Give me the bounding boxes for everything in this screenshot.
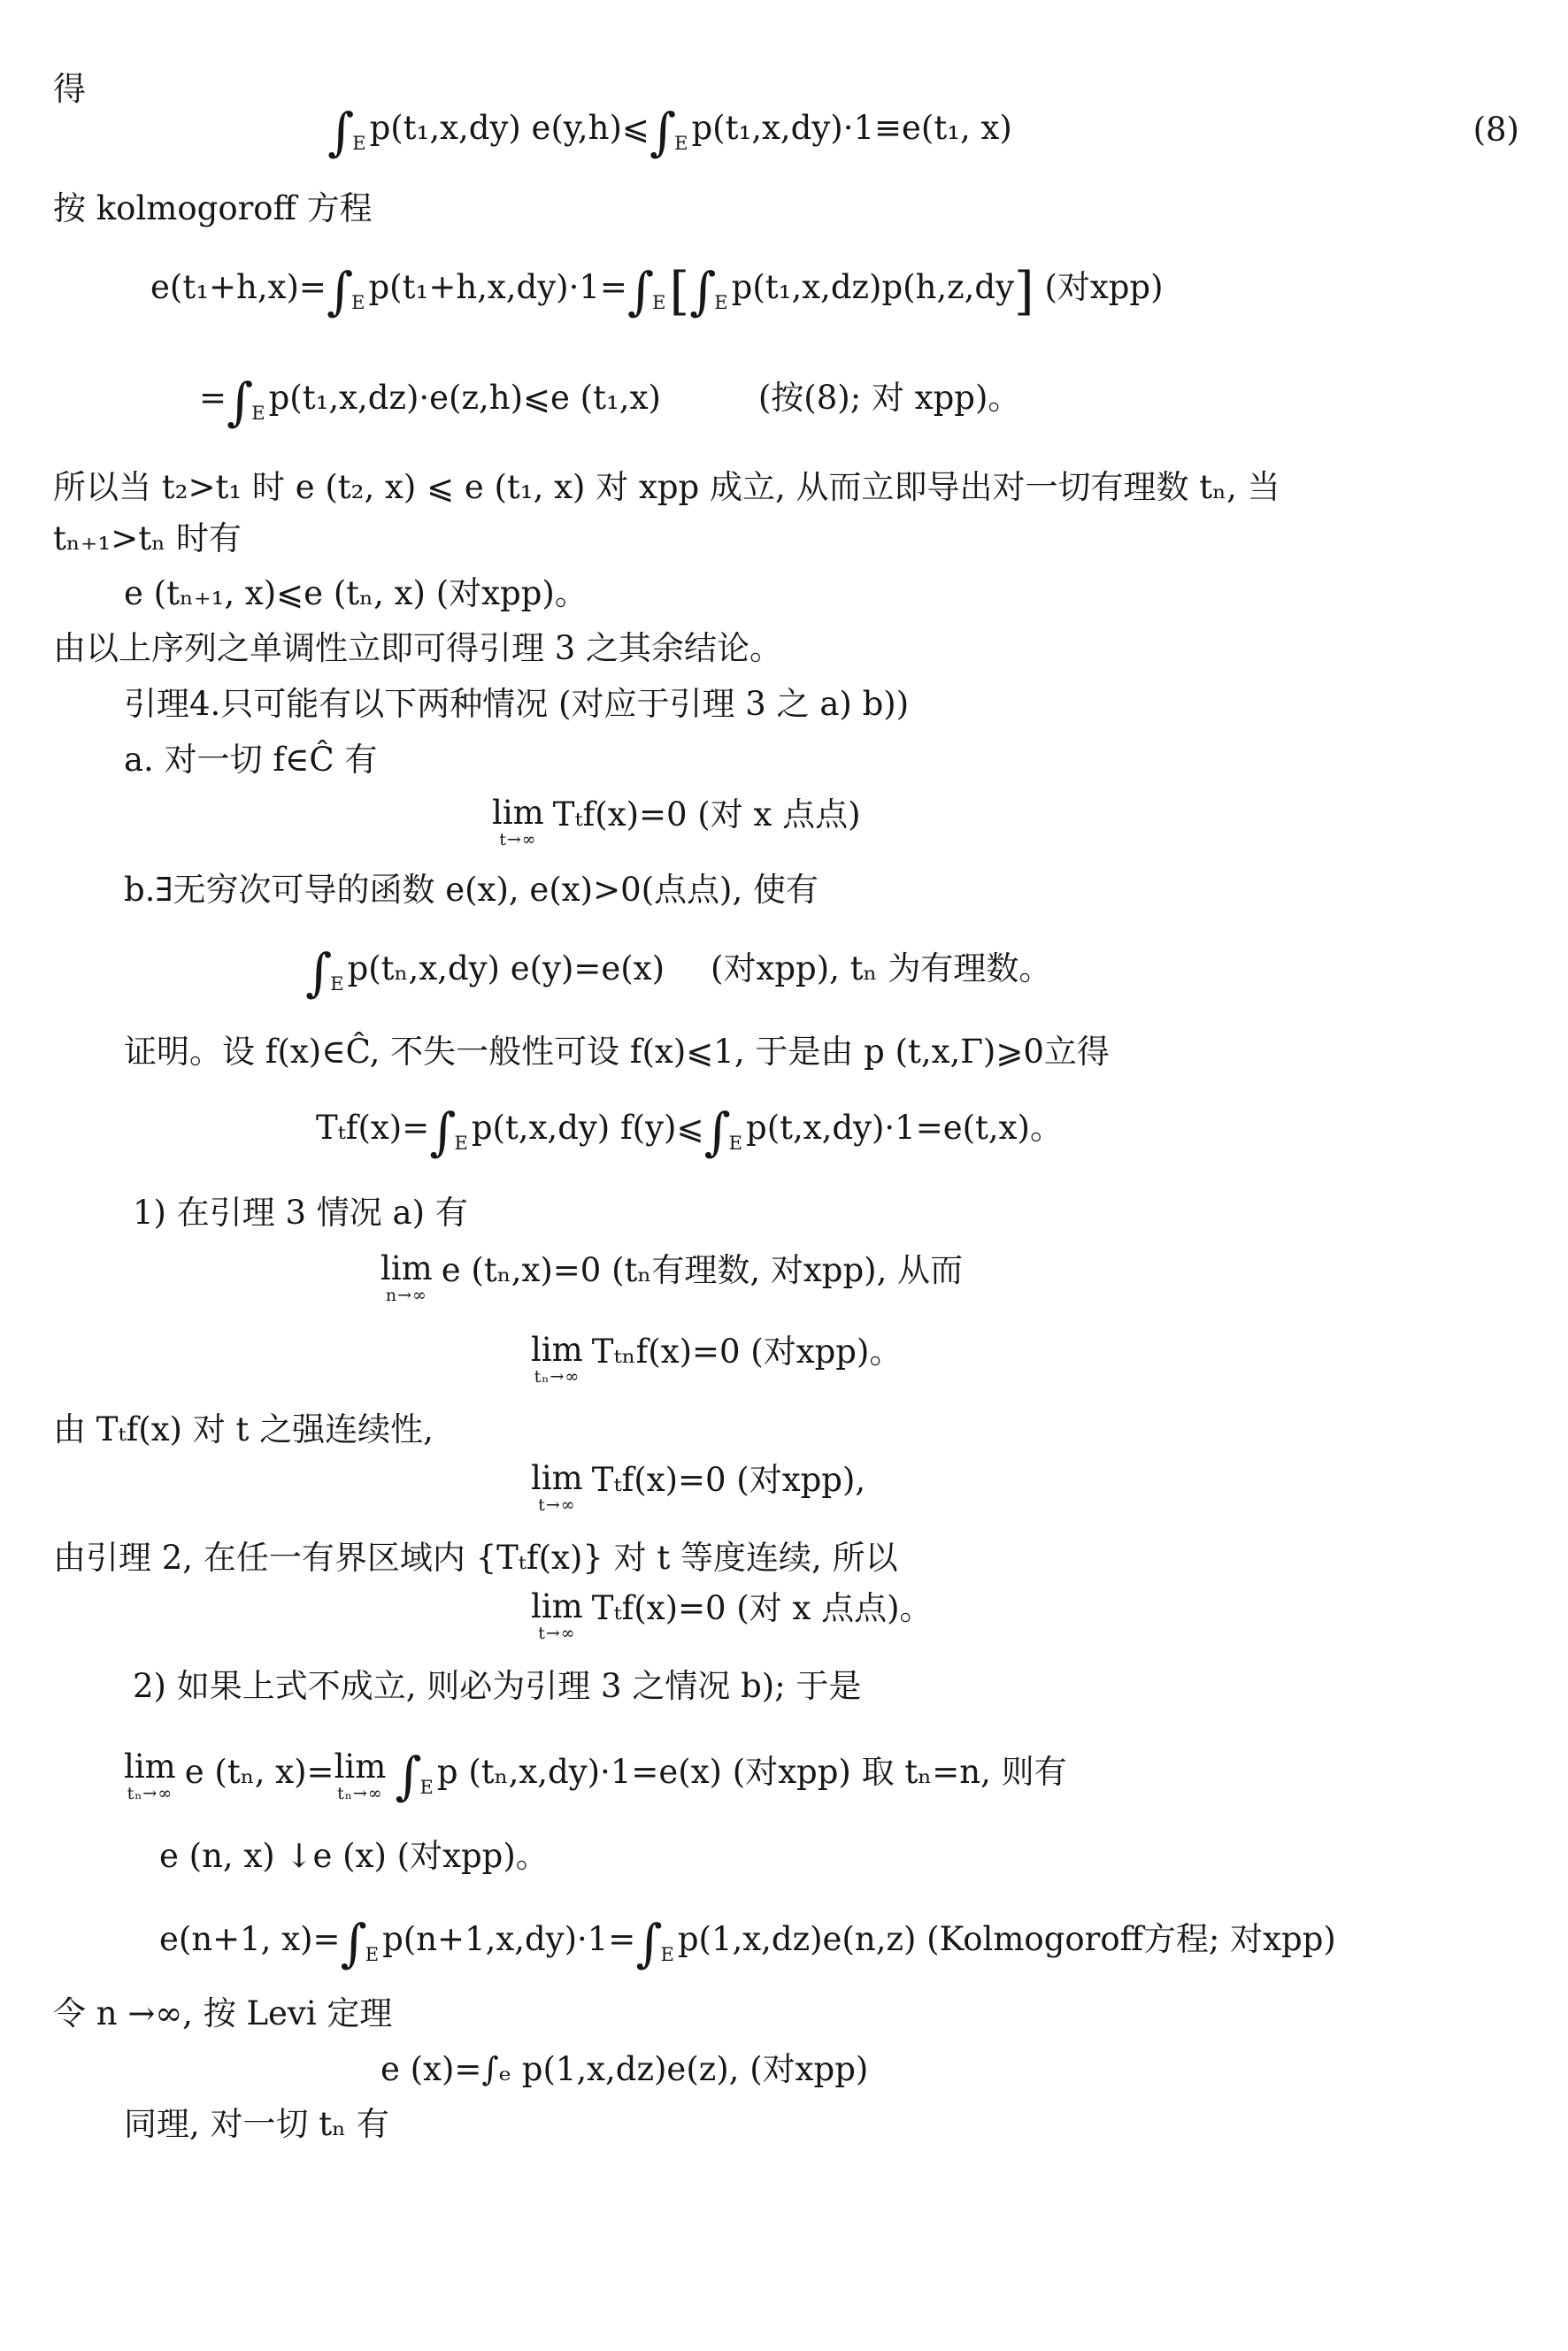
text-line: tₙ₊₁>tₙ 时有 xyxy=(53,519,242,557)
integral-sign: ∫ xyxy=(689,261,717,321)
text-line: 得 xyxy=(53,70,86,108)
limit-operator: lim t→∞ xyxy=(531,1587,583,1643)
formula-limit: lim t→∞ Tₜf(x)=0 (对 x 点点)。 xyxy=(531,1587,933,1643)
formula-limit: lim n→∞ e (tₙ,x)=0 (tₙ有理数, 对xpp), 从而 xyxy=(380,1249,964,1305)
integral-sign: ∫ xyxy=(327,102,355,162)
text-line: 同理, 对一切 tₙ 有 xyxy=(124,2105,389,2143)
integral-sign: ∫ xyxy=(429,1102,457,1162)
limit-operator: lim t→∞ xyxy=(492,794,544,849)
equation-number: (8) xyxy=(1472,111,1519,149)
formula-limit-e: lim tₙ→∞ e (tₙ, x)= lim tₙ→∞ $\int_E$ p (tₙ,x,dy)·1=e(x) (对xpp) 取 tₙ=n, 则有 xyxy=(124,1746,1067,1806)
limit-operator: lim tₙ→∞ xyxy=(531,1331,583,1387)
formula-eigen: $\int_E$ p(tₙ,x,dy) e(y)=e(x) (对xpp), tₙ 为有理数。 xyxy=(305,942,1052,1003)
text-line: b.∃无穷次可导的函数 e(x), e(x)>0(点点), 使有 xyxy=(124,871,819,909)
text-line: 所以当 t₂>t₁ 时 e (t₂, x) ⩽ e (t₁, x) 对 xpp 成立, 从而立即导出对一切有理数 tₙ, 当 xyxy=(53,468,1280,506)
formula-levi: e (x)=∫ₑ p(1,x,dz)e(z), (对xpp) xyxy=(380,2050,869,2088)
integral-sign: ∫ xyxy=(649,102,677,162)
text-line: 由以上序列之单调性立即可得引理 3 之其余结论。 xyxy=(53,629,783,667)
text-line: e (n, x) ↓e (x) (对xpp)。 xyxy=(159,1837,549,1875)
formula-continued: $=\int_E$ p(t₁,x,dz)·e(z,h)⩽e (t₁,x) (按(8); 对 xpp)。 xyxy=(199,372,1021,432)
limit-operator: lim tₙ→∞ xyxy=(124,1748,176,1803)
formula-limit: lim tₙ→∞ Tₜₙf(x)=0 (对xpp)。 xyxy=(531,1331,903,1387)
formula-kolmogoroff: $e(t_1+h,x)=\int_E$ $p(t_1+h,x,dy)\cdot 1=\int_E[\int_E$ p(t₁,x,dz)p(h,z,dy] (对xpp) xyxy=(150,261,1164,321)
integral-sign: ∫ xyxy=(227,372,254,432)
formula-bound: $T_tf(x)=\int_E$ p(t,x,dy) $f(y)⩽\int_E$ p(t,x,dy)·1=e(t,x)。 xyxy=(316,1102,1063,1162)
text-line: 2) 如果上式不成立, 则必为引理 3 之情况 b); 于是 xyxy=(133,1667,862,1705)
formula-kolmogoroff-n: e(n+1, $x)=\int_E$ $p(n+1,x,dy)\cdot 1=\int_E$ p(1,x,dz)e(n,z) (Kolmogoroff方程; 对xpp) xyxy=(159,1913,1336,1973)
integral-sign: ∫ xyxy=(305,942,333,1003)
bracket-left: [ xyxy=(669,261,690,321)
integral-sign: ∫ xyxy=(326,261,354,321)
text-line: e (tₙ₊₁, x)⩽e (tₙ, x) (对xpp)。 xyxy=(124,574,588,612)
integral-sign: ∫ xyxy=(395,1746,422,1806)
bracket-right: ] xyxy=(1014,261,1034,321)
text-line: 由 Tₜf(x) 对 t 之强连续性, xyxy=(53,1410,434,1448)
integral-sign: ∫ xyxy=(626,261,655,321)
integral-sign: ∫ xyxy=(635,1913,663,1973)
limit-operator: lim t→∞ xyxy=(531,1459,583,1515)
limit-operator: lim n→∞ xyxy=(380,1249,433,1305)
formula-limit: lim t→∞ Tₜf(x)=0 (对xpp), xyxy=(531,1459,866,1515)
integral-sign: ∫ xyxy=(340,1913,367,1973)
text-line: a. 对一切 f∈Ĉ 有 xyxy=(124,741,378,779)
text-line: 1) 在引理 3 情况 a) 有 xyxy=(133,1194,468,1232)
proof-line: 证明。设 f(x)∈Ĉ, 不失一般性可设 f(x)⩽1, 于是由 p (t,x,Γ)⩾0立得 xyxy=(124,1033,1110,1071)
formula-limit: lim t→∞ Tₜf(x)=0 (对 x 点点) xyxy=(492,794,861,849)
text-line: 令 n →∞, 按 Levi 定理 xyxy=(53,1994,393,2032)
formula-8: $\int_E$ p(t₁,x,dy) $e(y,h)⩽\int_E$ p(t₁,x,dy)·1≡e(t₁, x) xyxy=(327,102,1012,162)
text-line: 按 kolmogoroff 方程 xyxy=(53,189,373,227)
limit-operator: lim tₙ→∞ xyxy=(334,1748,387,1803)
text-line: 由引理 2, 在任一有界区域内 {Tₜf(x)} 对 t 等度连续, 所以 xyxy=(53,1539,898,1577)
lemma-4-heading: 引理4.只可能有以下两种情况 (对应于引理 3 之 a) b)) xyxy=(124,685,910,723)
integral-sign: ∫ xyxy=(703,1102,731,1162)
